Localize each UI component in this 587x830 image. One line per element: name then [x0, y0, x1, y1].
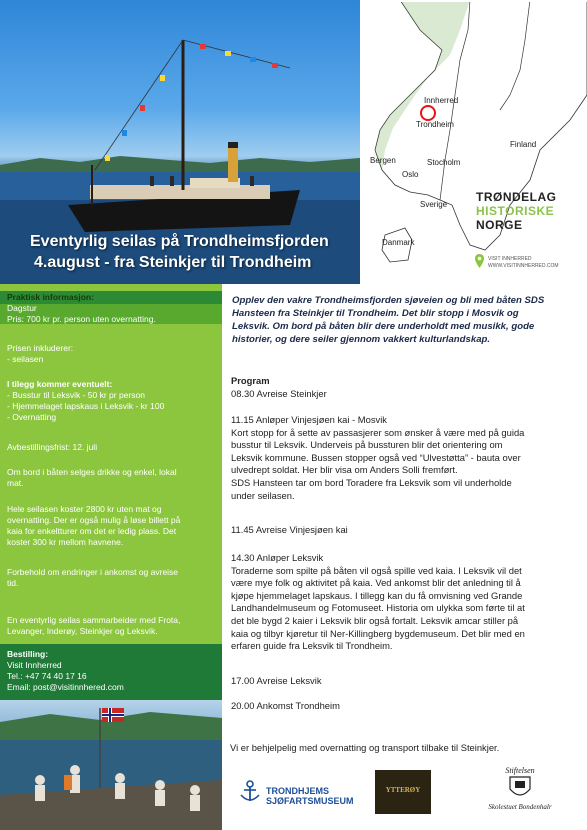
samarbeid-text — [7, 615, 219, 637]
intro-line: Opplev den vakre Trondheimsfjorden sjøveien og bli med båten SDS — [232, 295, 545, 306]
samarbeid-line: En eventyrlig seilas sammarbeider med Frota, — [7, 615, 181, 625]
ytteroy-logo: YTTERØY — [375, 770, 431, 814]
program-desc: Toraderne som spilte på båten vil også spille ved kaia. I Leksvik vil det — [231, 564, 522, 576]
intro-line: Hansteen fra Steinkjer til Trondheim. Det blir stopp i Mosvik og — [232, 308, 519, 319]
map-label-innherred: Innherred — [424, 96, 459, 105]
logo3-line2: Skolestuet Bondenhalr — [488, 803, 552, 811]
map-label-bergen: Bergen — [370, 156, 396, 165]
avbestilling-text: Avbestillingsfrist: 12. juli — [7, 442, 98, 452]
program-block-4 — [231, 552, 583, 653]
hero-title-line2: 4.august - fra Steinkjer til Trondheim — [34, 254, 312, 271]
map-label-finland: Finland — [510, 140, 537, 149]
drikke-text — [7, 467, 219, 489]
sjofartsmuseum-logo — [266, 786, 354, 806]
tillegg-line: - Hjemmelaget lapskaus i Leksvik - kr 100 — [7, 401, 165, 411]
pris-line: koster 300 kr mellom havnene. — [7, 537, 124, 547]
program-block-2 — [231, 414, 583, 502]
program-desc: erfaren guide fra Leksvik til Trondheim. — [231, 640, 393, 652]
samarbeid-line: Levanger, Inderøy, Steinkjer og Leksvik. — [7, 626, 158, 636]
inkluderer-line: - seilasen — [7, 354, 44, 364]
praktisk-head: Praktisk informasjon: — [7, 292, 94, 302]
visit-line1: VISIT INNHERRED — [488, 256, 532, 262]
program-desc: SDS Hansteen tar om bord Toradere fra Leksvik som vil underholde — [231, 476, 512, 488]
forbehold-line: Forbehold om endringer i ankomst og avreise — [7, 567, 179, 577]
brand-line1: TRØNDELAG — [476, 190, 557, 204]
program-block-6: 20.00 Ankomst Trondheim — [231, 700, 340, 711]
program-desc: ulvedrept soldat. Her blir visa om Anders Solli fremført. — [231, 464, 458, 476]
visit-innherred — [488, 256, 559, 270]
left-column — [0, 284, 222, 830]
logo3-line1: Stiftelsen — [505, 766, 535, 775]
forbehold-text — [7, 567, 219, 589]
program-item-head: 11.15 Anløper Vinjesjøen kai - Mosvik — [231, 414, 387, 425]
map-label-danmark: Danmark — [382, 238, 415, 247]
passengers-photo — [0, 700, 222, 830]
right-column — [222, 284, 587, 830]
sponsor-logos — [222, 762, 587, 830]
program-desc: være mye folk og aktivitet på kaia. Ved ankomst blir det anledning til å — [231, 577, 521, 589]
drikke-line: mat. — [7, 478, 24, 488]
bestilling-head: Bestilling: — [7, 649, 49, 659]
visit-line2: WWW.VISITINNHERRED.COM — [488, 263, 559, 269]
program-block-1 — [231, 375, 583, 400]
intro-line: historier, og dere seiler gjennom vakkert kulturlandskap. — [232, 334, 491, 345]
logo1-line1: TRONDHJEMS — [266, 786, 330, 796]
tillegg-head: I tilegg kommer eventuelt: — [7, 379, 113, 389]
footer-note: Vi er behjelpelig med overnatting og transport tilbake til Steinkjer. — [230, 742, 500, 753]
map-label-trondheim: Trondheim — [416, 120, 454, 129]
map-label-sverige: Sverige — [420, 200, 448, 209]
hero-banner — [0, 0, 587, 284]
scandinavia-map — [360, 0, 587, 284]
trondelag-brand — [476, 190, 586, 232]
pris-text — [7, 504, 219, 548]
hero-title-line1: Eventyrlig seilas på Trondheimsfjorden — [30, 233, 329, 250]
program-desc: kjøpe hjemmelaget lapskaus. I tillegg kan du få omvisning ved Grande — [231, 589, 523, 601]
praktisk-line: Pris: 700 kr pr. person uten overnatting. — [7, 314, 156, 324]
tillegg-line: - Busstur til Leksvik - 50 kr pr person — [7, 390, 145, 400]
emblem-icon — [505, 775, 535, 801]
program-desc: Leksvik kommune. Bussen stopper også ved “Ulvestøtta” - bauta over — [231, 451, 521, 463]
tillegg-line: - Overnatting — [7, 412, 57, 422]
inkluderer-head: Prisen inkluderer: — [7, 343, 74, 353]
bestilling-section — [7, 649, 219, 693]
program-desc: busstur til Leksvik. Underveis på bussturen blir det orientering om — [231, 439, 503, 451]
pris-line: overnatting. Der er også mulig å løse billett på — [7, 515, 181, 525]
passengers-illustration — [0, 700, 222, 830]
hero-title — [30, 231, 329, 273]
brand-line3: NORGE — [476, 218, 523, 232]
program-desc: det ble bygd 2 kaier i Leksvik blir også fortalt. Leksvik amcar stiller på — [231, 614, 519, 626]
bestilling-email[interactable]: Email: post@visitinnhered.com — [7, 682, 124, 692]
info-panel — [0, 284, 222, 644]
intro-text — [232, 294, 582, 346]
map-label-oslo: Oslo — [402, 170, 419, 179]
logo1-line2: SJØFARTSMUSEUM — [266, 796, 354, 806]
program-desc: Landhandelmuseum og Fotomuseet. Historia om ulykka som førte til at — [231, 602, 525, 614]
anchor-icon — [237, 778, 263, 804]
program-desc: Kort stopp for å sette av passasjerer som ønsker å være med på guida — [231, 426, 525, 438]
bestilling-phone: Tel.: +47 74 40 17 16 — [7, 671, 87, 681]
stiftelsen-logo — [478, 766, 562, 824]
program-block-3: 11.45 Avreise Vinjesjøen kai — [231, 524, 348, 535]
map-label-stocholm: Stocholm — [427, 158, 461, 167]
visit-pin-icon — [475, 254, 484, 268]
program-block-5: 17.00 Avreise Leksvik — [231, 675, 322, 686]
drikke-line: Om bord i båten selges drikke og enkel, lokal — [7, 467, 177, 477]
praktisk-section — [7, 292, 219, 325]
tillegg-section — [7, 379, 219, 423]
pris-line: Hele seilasen koster 2800 kr uten mat og — [7, 504, 162, 514]
intro-line: Leksvik. Om bord på båten blir dere underholdt med musikk, gode — [232, 321, 535, 332]
pris-line: kaia for enkeltturer om det er ledig plass. Det — [7, 526, 177, 536]
program-desc: under seilasen. — [231, 489, 295, 501]
program-item-head: 14.30 Anløper Leksvik — [231, 552, 324, 563]
program-item: 08.30 Avreise Steinkjer — [231, 387, 327, 399]
program-desc: kaia og tilbyr kjøretur til Ner-Killingberg bygdemuseum. Det blir med en — [231, 627, 525, 639]
program-title: Program — [231, 375, 270, 386]
inkluderer-section — [7, 343, 219, 365]
bestilling-line: Visit Innherred — [7, 660, 62, 670]
brand-line2: HISTORISKE — [476, 204, 555, 218]
forbehold-line: tid. — [7, 578, 19, 588]
praktisk-line: Dagstur — [7, 303, 37, 313]
ship-photo — [0, 0, 395, 284]
